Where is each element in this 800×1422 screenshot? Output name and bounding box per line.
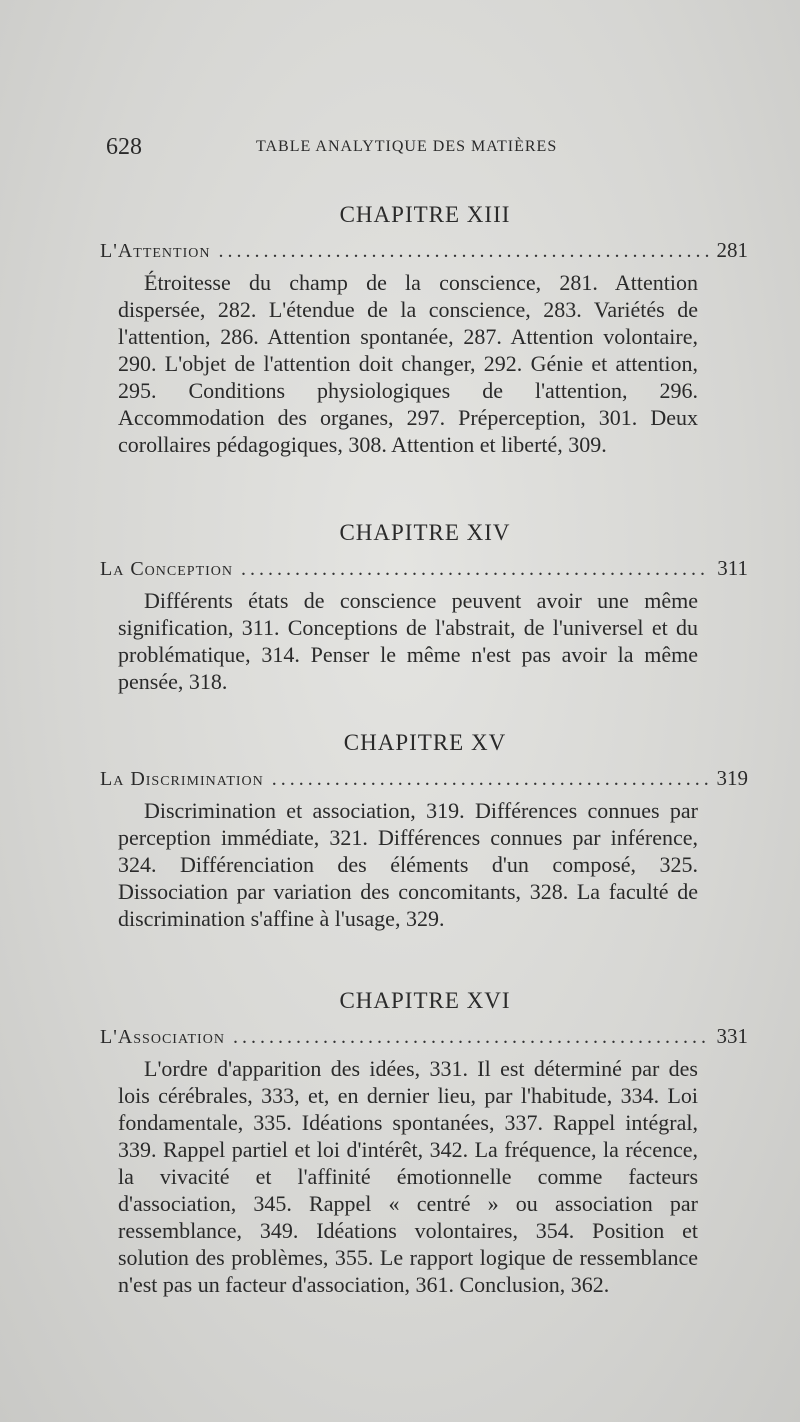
page-header bbox=[106, 134, 706, 164]
chapter-summary bbox=[118, 1055, 698, 1298]
chapter-page: 331 bbox=[716, 1024, 748, 1048]
summary-text: Différents états de conscience peuvent avoir une même signification, 311. Conceptions de l'abstrait, de l'universel et du problématique, 314. Penser le même n'est pas avoir la même pensée, 318. bbox=[118, 588, 698, 694]
chapter-heading: CHAPITRE XV bbox=[343, 730, 507, 755]
chapter-xvi bbox=[100, 988, 748, 1298]
leader-dots bbox=[218, 240, 708, 263]
leader-dots bbox=[272, 768, 709, 791]
running-title: TABLE ANALYTIQUE DES MATIÈRES bbox=[256, 138, 558, 155]
summary-text: Discrimination et association, 319. Différences connues par perception immédiate, 321. Différences connues par inférence, 324. Différenciation des éléments d'un composé, 325. Dissociation par variation des concomitants, 328. La faculté de discrimination s'affine à l'usage, 329. bbox=[118, 798, 698, 931]
chapter-title: L'Attention bbox=[100, 240, 211, 262]
chapter-summary bbox=[118, 587, 698, 695]
toc-entry bbox=[100, 556, 748, 581]
leader-dots bbox=[241, 558, 709, 581]
toc-entry bbox=[100, 1024, 748, 1049]
chapter-page: 281 bbox=[716, 238, 748, 262]
chapter-title: La Discrimination bbox=[100, 768, 264, 790]
chapter-heading: CHAPITRE XIV bbox=[339, 520, 511, 545]
toc-entry bbox=[100, 238, 748, 263]
chapter-heading: CHAPITRE XVI bbox=[339, 988, 511, 1013]
toc-entry bbox=[100, 766, 748, 791]
chapter-summary bbox=[118, 797, 698, 932]
chapter-page: 311 bbox=[717, 556, 748, 580]
summary-text: L'ordre d'apparition des idées, 331. Il est déterminé par des lois cérébrales, 333, et, en dernier lieu, par l'habitude, 334. Loi fondamentale, 335. Idéations spontanées, 337. Rappel intégral, 339. Rappel partiel et loi d'intérêt, 342. La fréquence, la récence, la vivacité et l'affinité émotionnelle comme facteurs d'association, 345. Rappel « centré » ou association par ressemblance, 349. Idéations volontaires, 354. Position et solution des problèmes, 355. Le rapport logique de ressemblance n'est pas un facteur d'association, 361. Conclusion, 362. bbox=[118, 1056, 698, 1297]
summary-text: Étroitesse du champ de la conscience, 281. Attention dispersée, 282. L'étendue de la conscience, 283. Variétés de l'attention, 286. Attention spontanée, 287. Attention volontaire, 290. L'objet de l'attention doit changer, 292. Génie et attention, 295. Conditions physiologiques de l'attention, 296. Accommodation des organes, 297. Préperception, 301. Deux corollaires pédagogiques, 308. Attention et liberté, 309. bbox=[118, 270, 698, 457]
chapter-page: 319 bbox=[716, 766, 748, 790]
chapter-title: L'Association bbox=[100, 1026, 225, 1048]
chapter-title: La Conception bbox=[100, 558, 233, 580]
leader-dots bbox=[233, 1026, 709, 1049]
chapter-heading: CHAPITRE XIII bbox=[339, 202, 511, 227]
chapter-xv bbox=[100, 730, 748, 932]
chapter-xiv bbox=[100, 520, 748, 695]
chapter-xiii bbox=[100, 202, 748, 458]
page-number: 628 bbox=[106, 134, 142, 160]
chapter-summary bbox=[118, 269, 698, 458]
